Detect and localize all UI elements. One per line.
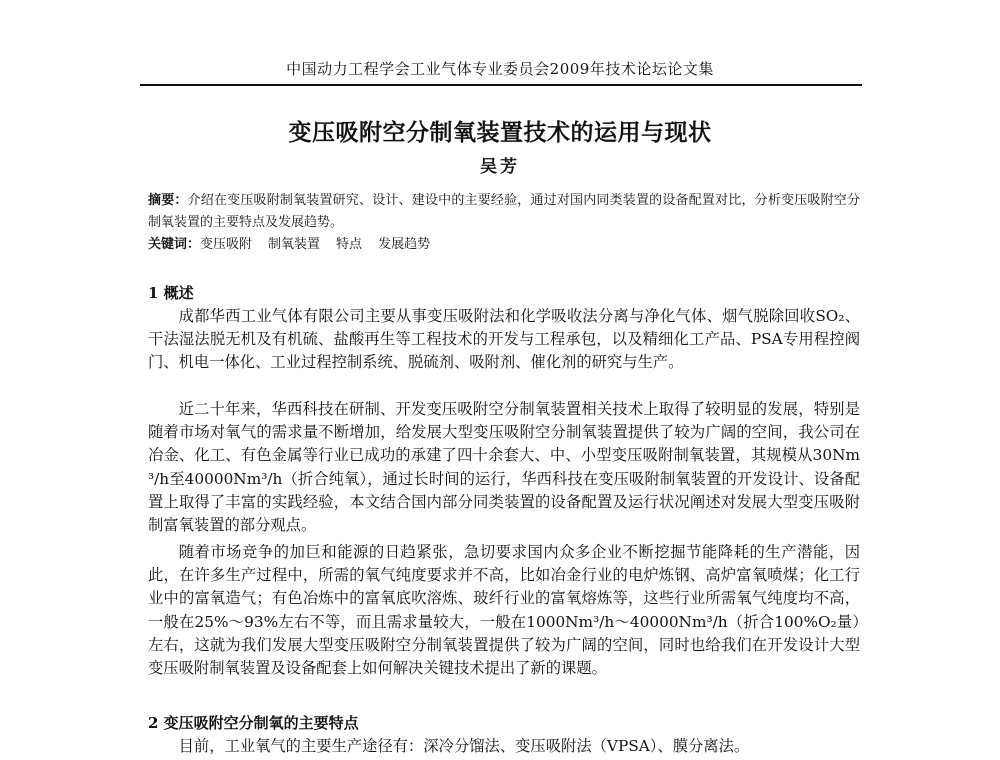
section-heading-features: 2 变压吸附空分制氧的主要特点 [148, 714, 359, 732]
running-header: 中国动力工程学会工业气体专业委员会2009年技术论坛论文集 [286, 60, 714, 78]
keywords-label: 关键词： [148, 237, 201, 252]
keywords [148, 234, 860, 256]
header-rule [140, 84, 862, 86]
abstract-text: 介绍在变压吸附制氧装置研究、设计、建设中的主要经验，通过对国内同类装置的设备配置对比，分析变压吸附空分制氧装置的主要特点及发展趋势。 [148, 193, 860, 230]
body-paragraph: 成都华西工业气体有限公司主要从事变压吸附法和化学吸收法分离与净化气体、烟气脱除回收SO₂、干法湿法脱无机及有机硫、盐酸再生等工程技术的开发与工程承包，以及精细化工产品、PSA专用程控阀门、机电一体化、工业过程控制系统、脱硫剂、吸附剂、催化剂的研究与生产。 [148, 307, 860, 372]
author-name: 吴芳 [480, 157, 520, 177]
keyword: 制氧装置 [268, 237, 321, 252]
keyword: 特点 [336, 237, 363, 252]
keyword: 变压吸附 [200, 237, 253, 252]
body-paragraph: 随着市场竞争的加巨和能源的日趋紧张，急切要求国内众多企业不断挖掘节能降耗的生产潜能，因此，在许多生产过程中，所需的氧气纯度要求并不高，比如冶金行业的电炉炼钢、高炉富氧喷煤；化工行业中的富氧造气；有色冶炼中的富氧底吹溶炼、玻纤行业的富氧熔炼等，这些行业所需氧气纯度均不高，一般在25%～93%左右不等，而且需求量较大，一般在1000Nm³/h～40000Nm³/h（折合100%O₂量）左右，这就为我们发展大型变压吸附空分制氧装置提供了较为广阔的空间，同时也给我们在开发设计大型变压吸附制氧装置及设备配套上如何解决关键技术提出了新的课题。 [148, 543, 860, 678]
abstract [148, 190, 860, 234]
abstract-label: 摘要： [148, 193, 188, 208]
body-paragraph: 近二十年来，华西科技在研制、开发变压吸附空分制氧装置相关技术上取得了较明显的发展，特别是随着市场对氧气的需求量不断增加，给发展大型变压吸附空分制氧装置提供了较为广阔的空间，我公司在冶金、化工、有色金属等行业已成功的承建了四十余套大、中、小型变压吸附制氧装置，其规模从30Nm³/h至40000Nm³/h（折合纯氧），通过长时间的运行，华西科技在变压吸附制氧装置的开发设计、设备配置上取得了丰富的实践经验，本文结合国内部分同类装置的设备配置及运行状况阐述对发展大型变压吸附制富氧装置的部分观点。 [148, 400, 860, 535]
body-paragraph: 目前，工业氧气的主要生产途径有：深冷分馏法、变压吸附法（VPSA）、膜分离法。 [178, 737, 750, 755]
keyword: 发展趋势 [378, 237, 431, 252]
paper-title: 变压吸附空分制氧装置技术的运用与现状 [288, 119, 712, 146]
section-heading-overview: 1 概述 [148, 284, 194, 302]
